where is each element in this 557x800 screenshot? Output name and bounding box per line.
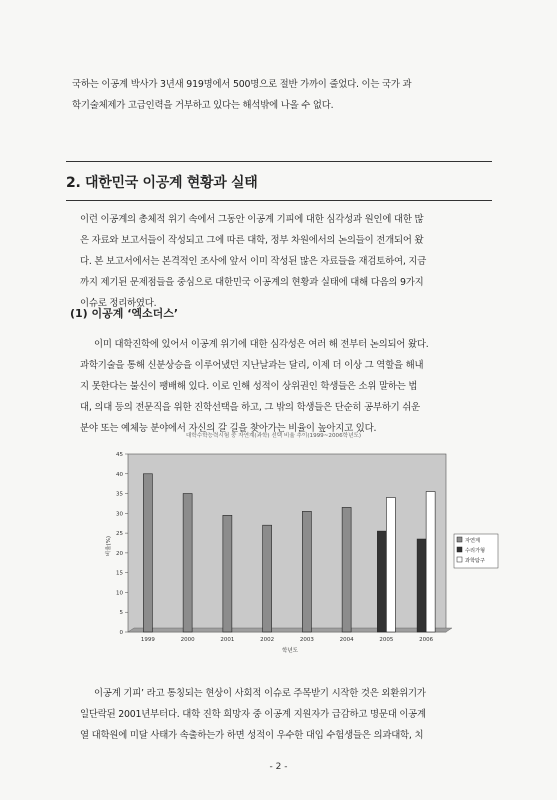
x-tick-label: 2004 <box>339 637 354 643</box>
legend-swatch <box>457 557 462 562</box>
y-tick-label: 35 <box>116 491 123 498</box>
text-line: 이미 대학진학에 있어서 이공계 위기에 대한 심각성은 여러 해 전부터 논의되어 왔다. <box>94 339 429 350</box>
bar-2006-2 <box>417 539 426 632</box>
intro-paragraph <box>72 74 492 116</box>
y-tick-label: 45 <box>116 452 123 458</box>
text-line: 열 대학원에 미달 사태가 속출하는가 하면 성적이 우수한 대입 수험생들은 의과대학, 치 <box>80 730 424 741</box>
text-line: 대, 의대 등의 전문직을 위한 진학선택을 하고, 그 밖의 학생들은 단순히 공부하기 쉬운 <box>80 402 421 413</box>
text-line: 이런 이공계의 총체적 위기 속에서 그동안 이공계 기피에 대한 심각성과 원인에 대한 많 <box>80 214 424 225</box>
y-tick-label: 15 <box>116 570 123 577</box>
text-line: 다. 본 보고서에서는 본격적인 조사에 앞서 이미 작성된 많은 자료들을 재검토하여, 지금 <box>80 256 427 267</box>
bar-2000-1 <box>183 494 192 632</box>
text-line: 과학기술을 통해 신분상승을 이루어냈던 지난날과는 달리, 이제 더 이상 그 역할을 해내 <box>80 360 424 371</box>
text-line: 이공계 기피’ 라고 통칭되는 현상이 사회적 이슈로 주목받기 시작한 것은 외환위기가 <box>94 688 426 699</box>
y-tick-label: 5 <box>119 610 123 617</box>
bar-chart <box>100 442 500 656</box>
x-tick-label: 1999 <box>140 637 155 643</box>
chart-title: 대학수학능력시험 중 자연계(과학) 선택 비율 추이(1999~2006학년도) <box>186 433 362 439</box>
x-tick-label: 2006 <box>419 637 434 643</box>
x-tick-label: 2005 <box>379 637 394 643</box>
text-line: 학기술체제가 고급인력을 거부하고 있다는 해석밖에 나올 수 없다. <box>72 100 334 111</box>
section-rule-top <box>66 161 492 162</box>
section-paragraph <box>80 209 494 314</box>
section-title: 2. 대한민국 이공계 현황과 실태 <box>66 175 258 191</box>
legend-swatch <box>457 537 462 542</box>
plot-area <box>128 454 446 632</box>
x-tick-label: 2000 <box>180 637 195 643</box>
bar-2002-1 <box>263 525 272 632</box>
x-tick-label: 2001 <box>220 637 235 643</box>
text-line: 이슈로 정리하였다. <box>80 298 157 309</box>
text-line: 까지 제기된 문제점들을 중심으로 대한민국 이공계의 현황과 실태에 대해 다음의 9가지 <box>80 277 424 288</box>
plot-floor <box>128 628 452 632</box>
subsection-title: (1) 이공계 ‘엑소더스’ <box>70 307 179 320</box>
y-tick-label: 20 <box>116 550 123 557</box>
legend-label: 수리가형 <box>465 548 486 554</box>
x-tick-label: 2002 <box>260 637 275 643</box>
legend-label: 자연계 <box>465 538 481 544</box>
y-axis-label: 비율(%) <box>106 535 112 557</box>
y-tick-label: 25 <box>116 531 123 538</box>
y-tick-label: 0 <box>119 630 123 636</box>
text-line: 일단락된 2001년부터다. 대학 진학 희망자 중 이공계 지원자가 급감하고 명문대 이공계 <box>80 709 426 720</box>
bar-2004-1 <box>342 507 351 632</box>
page-number: - 2 - <box>269 762 288 772</box>
text-line: 은 자료와 보고서들이 작성되고 그에 따른 대학, 정부 차원에서의 논의들이 전개되어 왔 <box>80 235 424 246</box>
bar-2001-1 <box>223 515 232 632</box>
bar-2006-3 <box>426 492 435 632</box>
x-tick-label: 2003 <box>299 637 314 643</box>
legend-label: 과학탐구 <box>465 558 486 564</box>
x-axis-label: 학년도 <box>282 648 298 654</box>
bar-2005-2 <box>377 531 386 632</box>
text-line: 분야 또는 예체능 분야에서 자신의 갈 길을 찾아가는 비율이 높아지고 있다. <box>80 423 377 434</box>
y-tick-label: 30 <box>116 511 123 518</box>
y-tick-label: 40 <box>116 471 123 478</box>
after-chart-paragraph <box>80 683 494 746</box>
text-line: 지 못한다는 불신이 팽배해 있다. 이로 인해 성적이 상위권인 학생들은 소위 말하는 법 <box>80 381 418 392</box>
bar-2003-1 <box>302 511 311 632</box>
bar-chart-svg <box>100 442 500 656</box>
legend-swatch <box>457 547 462 552</box>
bar-2005-3 <box>386 498 395 632</box>
subsection-paragraph <box>80 334 494 439</box>
section-rule-bottom <box>66 200 492 201</box>
text-line: 국하는 이공계 박사가 3년새 919명에서 500명으로 절반 가까이 줄었다. 이는 국가 과 <box>72 79 412 90</box>
y-tick-label: 10 <box>116 590 123 597</box>
bar-1999-1 <box>143 474 152 632</box>
